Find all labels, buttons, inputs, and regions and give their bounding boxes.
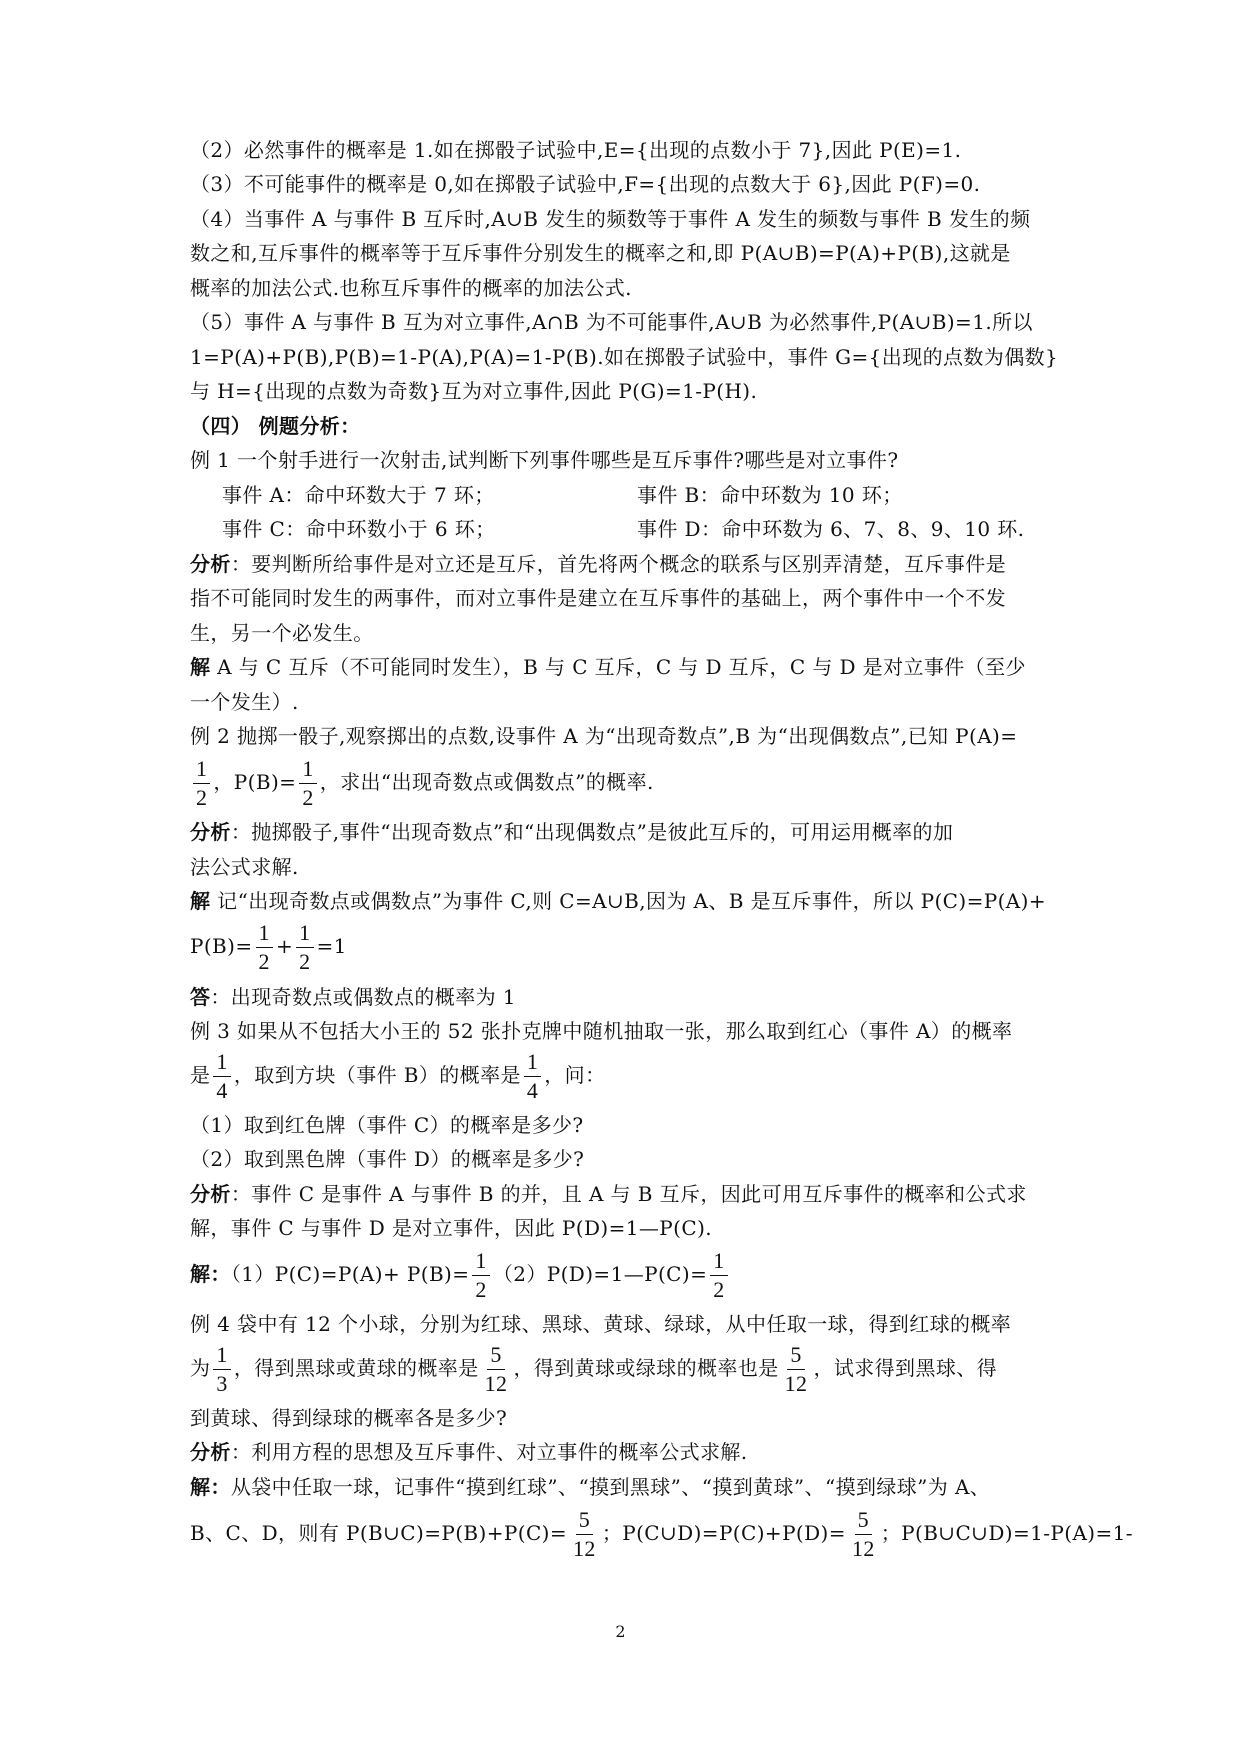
solution-3 — [190, 1244, 1070, 1304]
text-span: =1 — [316, 934, 347, 958]
solution-label: 解： — [190, 1262, 231, 1286]
analysis-label: 分析 — [190, 1182, 231, 1206]
answer-text: ：出现奇数点或偶数点的概率为 1 — [210, 985, 516, 1009]
text-span: ，得到黄球或绿球的概率也是 — [513, 1356, 779, 1380]
fraction: $\frac{1}{2}$ — [299, 758, 316, 809]
fraction: $\frac{1}{2}$ — [296, 922, 313, 973]
fraction: $\frac{5}{12}$ — [851, 1507, 875, 1561]
text-line: 解，事件 C 与事件 D 是对立事件，因此 P(D)=1—P(C). — [190, 1216, 713, 1240]
solution-4-fractions — [190, 1503, 1133, 1563]
analysis-label: 分析 — [190, 820, 231, 844]
text-span: 是 — [190, 1063, 211, 1087]
solution-2 — [190, 887, 1070, 915]
question-2: （2）取到黑色牌（事件 D）的概率是多少? — [190, 1147, 585, 1171]
solution-4 — [190, 1473, 1070, 1501]
analysis-text: ：要判断所给事件是对立还是互斥，首先将两个概念的联系与区别弄清楚，互斥事件是 — [230, 552, 1007, 576]
text-span: 为 — [190, 1356, 211, 1380]
page-number: 2 — [615, 1622, 626, 1641]
fraction: $\frac{1}{3}$ — [213, 1344, 230, 1395]
plus-sign: + — [275, 934, 294, 958]
solution-text: 从袋中任取一球，记事件“摸到红球”、“摸到黑球”、“摸到黄球”、“摸到绿球”为 A、 — [230, 1475, 991, 1499]
analysis-text: ：抛掷骰子,事件“出现奇数点”和“出现偶数点”是彼此互斥的，可用运用概率的加 — [230, 820, 954, 844]
example-3: 例 3 如果从不包括大小王的 52 张扑克牌中随机抽取一张，那么取到红心（事件 A）的概率 — [190, 1019, 1013, 1043]
text-line: 与 H={出现的点数为奇数}互为对立事件,因此 P(G)=1-P(H). — [190, 379, 758, 403]
fraction: $\frac{5}{12}$ — [573, 1507, 596, 1561]
text-span: ；P(C∪D)=P(C)+P(D)= — [601, 1521, 846, 1545]
text-span: ，问： — [544, 1063, 606, 1087]
answer-label: 答 — [190, 985, 211, 1009]
event-d: 事件 D：命中环数为 6、7、8、9、10 环. — [637, 517, 1025, 541]
solution-label: 解 — [190, 889, 211, 913]
analysis-text: ：利用方程的思想及互斥事件、对立事件的概率公式求解. — [230, 1440, 748, 1464]
solution-text: 记“出现奇数点或偶数点”为事件 C,则 C=A∪B,因为 A、B 是互斥事件，所以 P(C)=P(A)+ — [210, 889, 1046, 913]
text-span: ；P(B∪C∪D)=1-P(A)=1- — [880, 1521, 1133, 1545]
section-heading: （四） 例题分析： — [190, 414, 361, 438]
solution-1 — [190, 653, 1070, 681]
text-line: 到黄球、得到绿球的概率各是多少? — [190, 1406, 508, 1430]
analysis-1 — [190, 550, 1070, 578]
fraction: $\frac{1}{4}$ — [213, 1051, 230, 1102]
text-line: 1=P(A)+P(B),P(B)=1-P(A),P(A)=1-P(B).如在掷骰子试验中，事件 G={出现的点数为偶数} — [190, 345, 1059, 369]
text-line: （4）当事件 A 与事件 B 互斥时,A∪B 发生的频数等于事件 A 发生的频数与事件 B 发生的频 — [190, 207, 1031, 231]
text-line: 指不可能同时发生的两事件，而对立事件是建立在互斥事件的基础上，两个事件中一个不发 — [190, 586, 1006, 610]
fraction: $\frac{5}{12}$ — [784, 1342, 808, 1396]
question-1: （1）取到红色牌（事件 C）的概率是多少? — [190, 1113, 584, 1137]
fraction: $\frac{1}{2}$ — [710, 1250, 727, 1301]
text-span: ，试求得到黑球、得 — [813, 1356, 998, 1380]
solution-2-fractions — [190, 916, 1070, 976]
text-line: 法公式求解. — [190, 855, 299, 879]
analysis-label: 分析 — [190, 552, 231, 576]
text-line: 一个发生）. — [190, 690, 299, 714]
example-4: 例 4 袋中有 12 个小球，分别为红球、黑球、黄球、绿球，从中任取一球，得到红球的概率 — [190, 1312, 1012, 1336]
analysis-text: ：事件 C 是事件 A 与事件 B 的并，且 A 与 B 互斥，因此可用互斥事件的概率和公式求 — [230, 1182, 1027, 1206]
event-a: 事件 A：命中环数大于 7 环； — [222, 483, 495, 507]
text-span: ，取到方块（事件 B）的概率是 — [233, 1063, 521, 1087]
text-span: ，求出“出现奇数点或偶数点”的概率. — [319, 770, 654, 794]
example-2: 例 2 抛掷一骰子,观察掷出的点数,设事件 A 为“出现奇数点”,B 为“出现偶数点”,已知 P(A)= — [190, 724, 1018, 748]
event-c: 事件 C：命中环数小于 6 环； — [222, 517, 496, 541]
text-span: B、C、D，则有 P(B∪C)=P(B)+P(C)= — [190, 1521, 568, 1545]
fraction: $\frac{1}{2}$ — [193, 758, 210, 809]
solution-text: A 与 C 互斥（不可能同时发生），B 与 C 互斥，C 与 D 互斥，C 与 D 是对立事件（至少 — [210, 655, 1026, 679]
fraction: $\frac{5}{12}$ — [484, 1342, 508, 1396]
text-line: （2）必然事件的概率是 1.如在掷骰子试验中,E={出现的点数小于 7},因此 P(E)=1. — [190, 138, 962, 162]
example-4-fractions — [190, 1338, 1070, 1398]
text-line: 生，另一个必发生。 — [190, 621, 374, 645]
text-span: P(B)= — [190, 934, 253, 958]
solution-label: 解 — [190, 655, 211, 679]
analysis-2 — [190, 818, 1070, 846]
analysis-3 — [190, 1180, 1070, 1208]
example-3-fractions — [190, 1045, 1070, 1105]
analysis-4 — [190, 1438, 1070, 1466]
text-span: ，P(B)= — [213, 770, 297, 794]
text-line: 概率的加法公式.也称互斥事件的概率的加法公式. — [190, 276, 632, 300]
example-1: 例 1 一个射手进行一次射击,试判断下列事件哪些是互斥事件?哪些是对立事件? — [190, 448, 899, 472]
example-2-fractions — [190, 752, 1070, 812]
fraction: $\frac{1}{2}$ — [472, 1250, 489, 1301]
text-span: ，得到黑球或黄球的概率是 — [233, 1356, 479, 1380]
fraction: $\frac{1}{4}$ — [524, 1051, 541, 1102]
text-line: （3）不可能事件的概率是 0,如在掷骰子试验中,F={出现的点数大于 6},因此 P(F)=0. — [190, 172, 981, 196]
analysis-label: 分析 — [190, 1440, 231, 1464]
solution-label: 解： — [190, 1475, 231, 1499]
text-line: （5）事件 A 与事件 B 互为对立事件,A∩B 为不可能事件,A∪B 为必然事件,P(A∪B)=1.所以 — [190, 310, 1033, 334]
fraction: $\frac{1}{2}$ — [256, 922, 273, 973]
text-line: 数之和,互斥事件的概率等于互斥事件分别发生的概率之和,即 P(A∪B)=P(A)+P(B),这就是 — [190, 241, 1011, 265]
text-span: （2）P(D)=1—P(C)= — [492, 1262, 708, 1286]
event-b: 事件 B：命中环数为 10 环； — [637, 483, 903, 507]
text-span: （1）P(C)=P(A)+ P(B)= — [230, 1262, 470, 1286]
answer-2 — [190, 983, 1070, 1011]
